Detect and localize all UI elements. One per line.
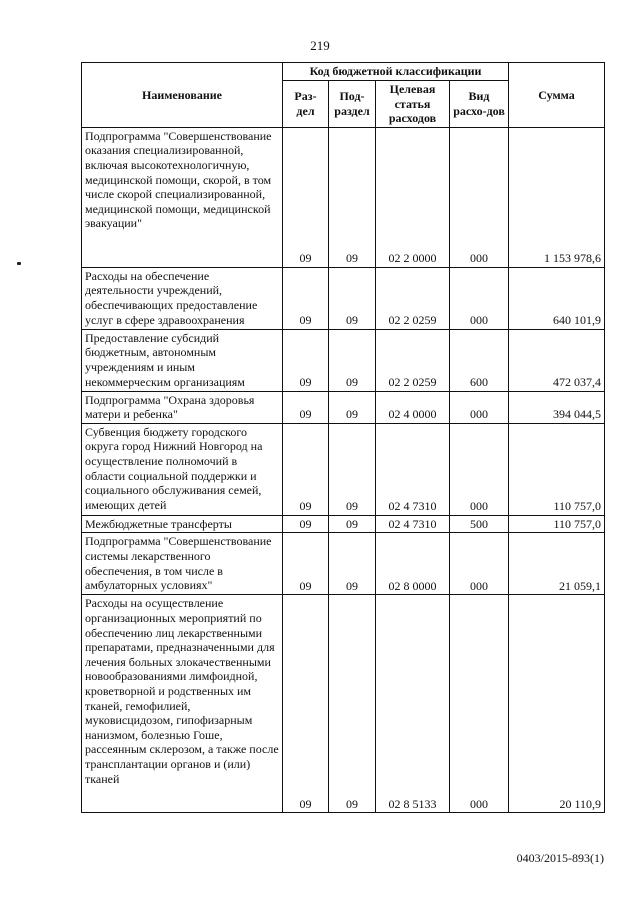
- row-podrazdel-cell: 09: [329, 267, 376, 329]
- row-podrazdel-cell: 09: [329, 127, 376, 267]
- row-razdel-cell: 09: [283, 329, 329, 391]
- row-podrazdel-cell: 09: [329, 329, 376, 391]
- row-vid-cell: 600: [450, 329, 509, 391]
- row-target-cell: 02 8 5133: [376, 595, 450, 813]
- header-sum: Сумма: [509, 63, 605, 128]
- table-row: [82, 127, 605, 267]
- row-podrazdel-cell: 09: [329, 595, 376, 813]
- table-row: [82, 329, 605, 391]
- header-razdel: Раз-дел: [283, 81, 329, 128]
- row-razdel-cell: 09: [283, 533, 329, 595]
- header-row-1: [82, 63, 605, 81]
- header-budget-code: Код бюджетной классификации: [283, 63, 509, 81]
- row-name-cell: Субвенция бюджету городского округа город Нижний Новгород на осуществление полномочий в области социальной поддержки и социального обслуживания семей, имеющих детей: [82, 423, 283, 515]
- row-razdel-cell: 09: [283, 423, 329, 515]
- row-name-cell: Подпрограмма "Совершенствование оказания специализированной, включая высокотехнологичную, медицинской помощи, скорой, в том числе скорой специализированной, медицинской помощи, медицинской эвакуации": [82, 127, 283, 267]
- row-vid-cell: 000: [450, 533, 509, 595]
- header-target: Целевая статья расходов: [376, 81, 450, 128]
- row-name-cell: Расходы на осуществление организационных мероприятий по обеспечению лиц лекарственными препаратами, предназначенными для лечения больных злокачественными новообразованиями лимфоидной, кроветворной и родственных им тканей, гемофилией, муковисцидозом, гипофизарным нанизмом, болезнью Гоше, рассеянным склерозом, а также после трансплантации органов и (или) тканей: [82, 595, 283, 813]
- table-row: [82, 595, 605, 813]
- row-target-cell: 02 4 0000: [376, 391, 450, 423]
- row-sum-cell: 394 044,5: [509, 391, 605, 423]
- row-vid-cell: 000: [450, 127, 509, 267]
- row-podrazdel-cell: 09: [329, 391, 376, 423]
- row-name-cell: Расходы на обеспечение деятельности учреждений, обеспечивающих предоставление услуг в сфере здравоохранения: [82, 267, 283, 329]
- row-name-cell: Подпрограмма "Совершенствование системы лекарственного обеспечения, в том числе в амбулаторных условиях": [82, 533, 283, 595]
- page-number: 219: [310, 38, 330, 53]
- table-row: [82, 533, 605, 595]
- row-target-cell: 02 4 7310: [376, 423, 450, 515]
- row-razdel-cell: 09: [283, 391, 329, 423]
- row-sum-cell: 20 110,9: [509, 595, 605, 813]
- row-podrazdel-cell: 09: [329, 515, 376, 533]
- row-razdel-cell: 09: [283, 127, 329, 267]
- row-razdel-cell: 09: [283, 267, 329, 329]
- row-sum-cell: 110 757,0: [509, 515, 605, 533]
- row-vid-cell: 000: [450, 391, 509, 423]
- row-vid-cell: 500: [450, 515, 509, 533]
- table-row: [82, 423, 605, 515]
- scan-mark: [17, 262, 21, 265]
- row-target-cell: 02 4 7310: [376, 515, 450, 533]
- header-podrazdel: Под-раздел: [329, 81, 376, 128]
- row-sum-cell: 110 757,0: [509, 423, 605, 515]
- row-sum-cell: 1 153 978,6: [509, 127, 605, 267]
- table-row: [82, 391, 605, 423]
- table-row: [82, 267, 605, 329]
- row-sum-cell: 21 059,1: [509, 533, 605, 595]
- document-code: 0403/2015-893(1): [516, 851, 604, 865]
- row-name-cell: Предоставление субсидий бюджетным, автономным учреждениям и иным некоммерческим организациям: [82, 329, 283, 391]
- row-sum-cell: 472 037,4: [509, 329, 605, 391]
- row-podrazdel-cell: 09: [329, 533, 376, 595]
- row-name-cell: Межбюджетные трансферты: [82, 515, 283, 533]
- row-target-cell: 02 8 0000: [376, 533, 450, 595]
- row-name-cell: Подпрограмма "Охрана здоровья матери и ребенка": [82, 391, 283, 423]
- header-name: Наименование: [82, 63, 283, 128]
- row-razdel-cell: 09: [283, 595, 329, 813]
- table-row: [82, 515, 605, 533]
- row-razdel-cell: 09: [283, 515, 329, 533]
- budget-table: [81, 62, 605, 813]
- row-sum-cell: 640 101,9: [509, 267, 605, 329]
- row-vid-cell: 000: [450, 595, 509, 813]
- row-target-cell: 02 2 0259: [376, 267, 450, 329]
- row-podrazdel-cell: 09: [329, 423, 376, 515]
- row-target-cell: 02 2 0000: [376, 127, 450, 267]
- header-vid: Вид расхо-дов: [450, 81, 509, 128]
- row-vid-cell: 000: [450, 267, 509, 329]
- row-vid-cell: 000: [450, 423, 509, 515]
- row-target-cell: 02 2 0259: [376, 329, 450, 391]
